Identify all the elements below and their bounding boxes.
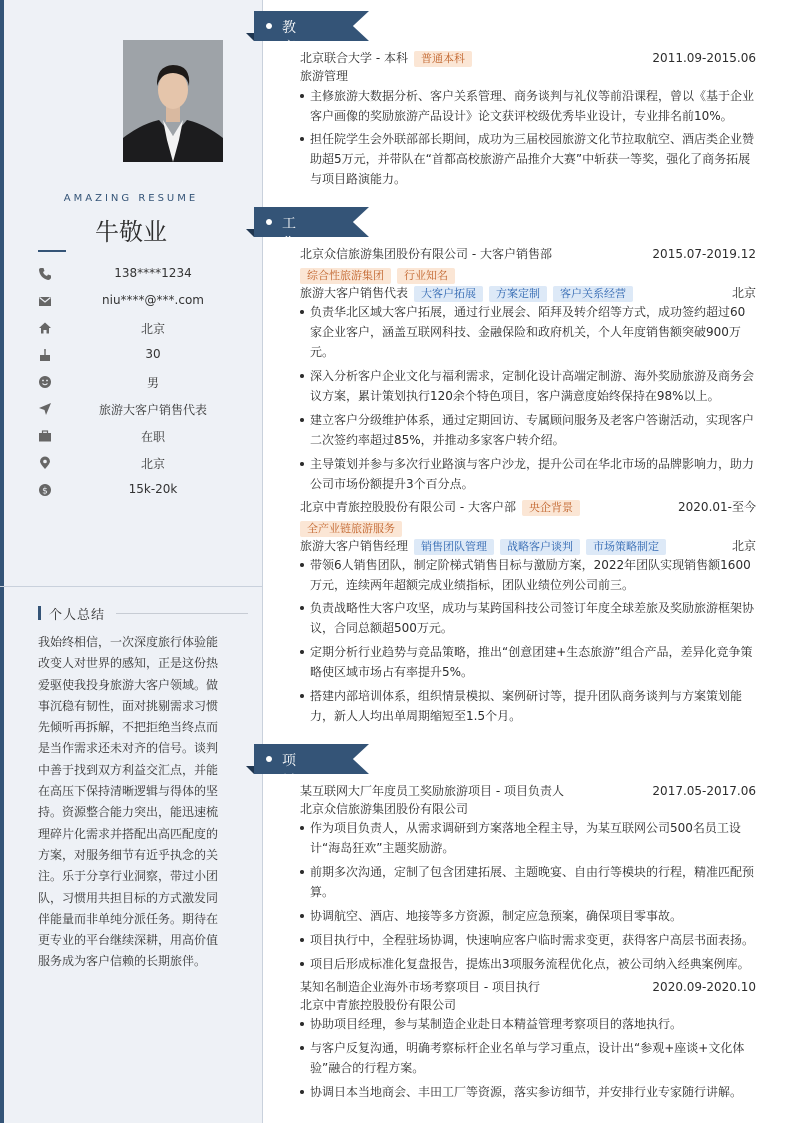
school-badge: 普通本科 [414,51,472,67]
section-tab-fold [246,766,254,774]
age-value: 30 [145,347,161,361]
project-date: 2017.05-2017.06 [652,784,756,798]
status-value: 在职 [140,430,165,444]
job-city: 北京 [731,539,756,553]
info-age [38,345,248,365]
project-bullet: 前期多次沟通，定制了包含团建拓展、主题晚宴、自由行等模块的行程，精准匹配预算。 [300,862,756,902]
mail-icon [38,294,52,308]
job-skill: 方案定制 [489,286,547,302]
section-dot [266,219,272,225]
info-status [38,426,248,446]
smile-icon [38,375,52,389]
cake-icon [38,348,52,362]
job-position: 旅游大客户销售经理 [300,539,409,553]
sidebar [0,0,263,1123]
job-bullet: 负责华北区域大客户拓展，通过行业展会、陌拜及转介绍等方式，成功签约超过60家企业客户，涵盖互联网科技、金融保险和政府机关，个人年度销售额突破900万元。 [300,302,756,362]
summary-accent-bar [38,606,41,620]
target-position-value: 旅游大客户销售代表 [98,403,207,417]
job-bullet: 搭建内部培训体系，组织情景模拟、案例研讨等，提升团队商务谈判与方案策划能力，新人人均出单周期缩短至1.5个月。 [300,686,756,726]
sidebar-edge-stripe [0,0,4,1123]
briefcase-icon [38,429,52,443]
main-content [262,0,794,1123]
job-bullet: 定期分析行业趋势与竞品策略，推出“创意团建+生态旅游”组合产品，差异化竞争策略使区域市场占有率提升5%。 [300,642,756,682]
salary-value: 15k-20k [128,482,178,496]
project-name: 某互联网大厂年度员工奖励旅游项目 - 项目负责人 [300,784,564,798]
project-bullet: 协助项目经理，参与某制造企业赴日本精益管理考察项目的落地执行。 [300,1014,756,1034]
job-bullet: 主导策划并参与多次行业路演与客户沙龙，提升公司在华北市场的品牌影响力，助力公司市场份额提升3个百分点。 [300,454,756,494]
education-title: 教育经历 [282,20,297,96]
job-tag: 综合性旅游集团 [300,268,391,284]
project-name: 某知名制造企业海外市场考察项目 - 项目执行 [300,980,540,994]
info-city [38,318,248,338]
project-bullet: 作为项目负责人，从需求调研到方案落地全程主导，为某互联网公司500名员工设计“海岛狂欢”主题奖励游。 [300,818,756,858]
job-bullet: 负责战略性大客户攻坚，成功与某跨国科技公司签订年度全球差旅及奖励旅游框架协议，合同总额超500万元。 [300,598,756,638]
education-bullet: 担任院学生会外联部部长期间，成功为三届校园旅游文化节拉取航空、酒店类企业赞助超5万元，并带队在“首都高校旅游产品推介大赛”中斩获一等奖，强化了商务拓展与项目路演能力。 [300,129,756,189]
summary-text: 我始终相信，一次深度旅行体验能改变人对世界的感知，正是这份热爱驱使我投身旅游大客户领域。做事沉稳有韧性，面对挑剔需求习惯先倾听再拆解，不把拒绝当终点而是当作需求还未对齐的信号。谈判中善于找到双方利益交汇点，并能在高压下保持清晰逻辑与得体的坚持。资源整合能力突出，能迅速梳理碎片化需求并搭配出高匹配度的方案，对服务细节有近乎执念的关注。乐于分享行业洞察，带过小团队，习惯用共担目标的方式激发同伴能量而非单纯分派任务。期待在更专业的平台继续深耕，用高价值服务成为客户信赖的长期旅伴。 [38,635,219,969]
summary-header [38,604,248,622]
job-tags-row [300,519,756,537]
education-major: 旅游管理 [300,69,349,83]
job-bullet: 深入分析客户企业文化与福利需求，定制化设计高端定制游、海外奖励旅游及商务会议方案，累计策划执行120余个特色项目，客户满意度始终保持在98%以上。 [300,366,756,406]
info-phone [38,264,248,284]
target-city-value: 北京 [140,457,165,471]
project-org: 北京众信旅游集团股份有限公司 [300,802,469,816]
education-school-row [300,49,756,67]
info-target-position [38,399,248,419]
school-name: 北京联合大学 - 本科 [300,51,408,65]
email-value: niu****@***.com [102,293,204,307]
phone-value: 138****1234 [114,266,192,280]
location-pin-icon [38,456,52,470]
project-bullet: 协调日本当地商会、丰田工厂等资源，落实参访细节，并安排行业专家随行讲解。 [300,1082,756,1102]
project-name-row [300,978,756,996]
gender-value: 男 [146,376,159,390]
job-skill: 销售团队管理 [414,539,494,555]
job-company: 北京中青旅控股股份有限公司 - 大客户部 [300,500,516,514]
profile-photo [123,40,223,162]
job-company-row [300,245,756,263]
project-name-row [300,782,756,800]
projects-title: 项目经历 [282,753,297,829]
svg-text:$: $ [42,486,48,497]
job-position-row [300,537,756,555]
name-underline [38,250,66,252]
job-skill: 大客户拓展 [414,286,483,302]
sidebar-divider [0,586,262,587]
job-bullet: 带领6人销售团队，制定阶梯式销售目标与激励方案，2022年团队实现销售额1600万元，连续两年超额完成业绩指标，团队业绩位列公司前三。 [300,555,756,595]
project-org: 北京中青旅控股股份有限公司 [300,998,457,1012]
job-skill: 战略客户谈判 [500,539,580,555]
job-company-row [300,498,756,516]
money-icon [38,483,52,497]
job-position: 旅游大客户销售代表 [300,286,409,300]
project-bullet: 项目执行中，全程驻场协调，快速响应客户临时需求变更，获得客户高层书面表扬。 [300,930,756,950]
section-dot [266,23,272,29]
job-tags-row [300,266,756,284]
info-salary [38,480,248,500]
work-title: 工作经历 [282,216,297,292]
job-city: 北京 [731,286,756,300]
section-tab-fold [246,33,254,41]
project-bullet: 项目后形成标准化复盘报告，提炼出3项服务流程优化点，被公司纳入经典案例库。 [300,954,756,974]
section-tab-fold [246,229,254,237]
project-bullet: 协调航空、酒店、地接等多方资源，制定应急预案，确保项目零事故。 [300,906,756,926]
phone-icon [38,267,52,281]
home-icon [38,321,52,335]
project-date: 2020.09-2020.10 [652,980,756,994]
job-company: 北京众信旅游集团股份有限公司 - 大客户销售部 [300,247,552,261]
company-badge: 央企背景 [522,500,580,516]
section-dot [266,756,272,762]
job-tag: 行业知名 [397,268,455,284]
info-email [38,291,248,311]
job-date: 2020.01-至今 [678,500,756,514]
job-skill: 市场策略制定 [586,539,666,555]
job-skill: 客户关系经营 [553,286,633,302]
education-bullet: 主修旅游大数据分析、客户关系管理、商务谈判与礼仪等前沿课程，曾以《基于企业客户画像的奖励旅游产品设计》论文获评校级优秀毕业设计，专业排名前10%。 [300,86,756,126]
summary-rule [116,613,248,614]
summary-title: 个人总结 [49,608,106,623]
job-bullet: 建立客户分级维护体系，通过定期回访、专属顾问服务及老客户答谢活动，实现客户二次签约率超过85%，并推动多家客户转介绍。 [300,410,756,450]
send-icon [38,402,52,416]
project-bullet: 与客户反复沟通，明确考察标杆企业名单与学习重点，设计出“参观+座谈+文化体验”融合的行程方案。 [300,1038,756,1078]
job-tag: 全产业链旅游服务 [300,521,402,537]
info-target-city [38,453,248,473]
job-position-row [300,284,756,302]
job-date: 2015.07-2019.12 [652,247,756,261]
resume-tagline: AMAZING RESUME [63,193,199,204]
city-value: 北京 [140,322,165,336]
candidate-name: 牛敬业 [95,218,167,246]
info-gender [38,372,248,392]
education-date: 2011.09-2015.06 [652,51,756,65]
